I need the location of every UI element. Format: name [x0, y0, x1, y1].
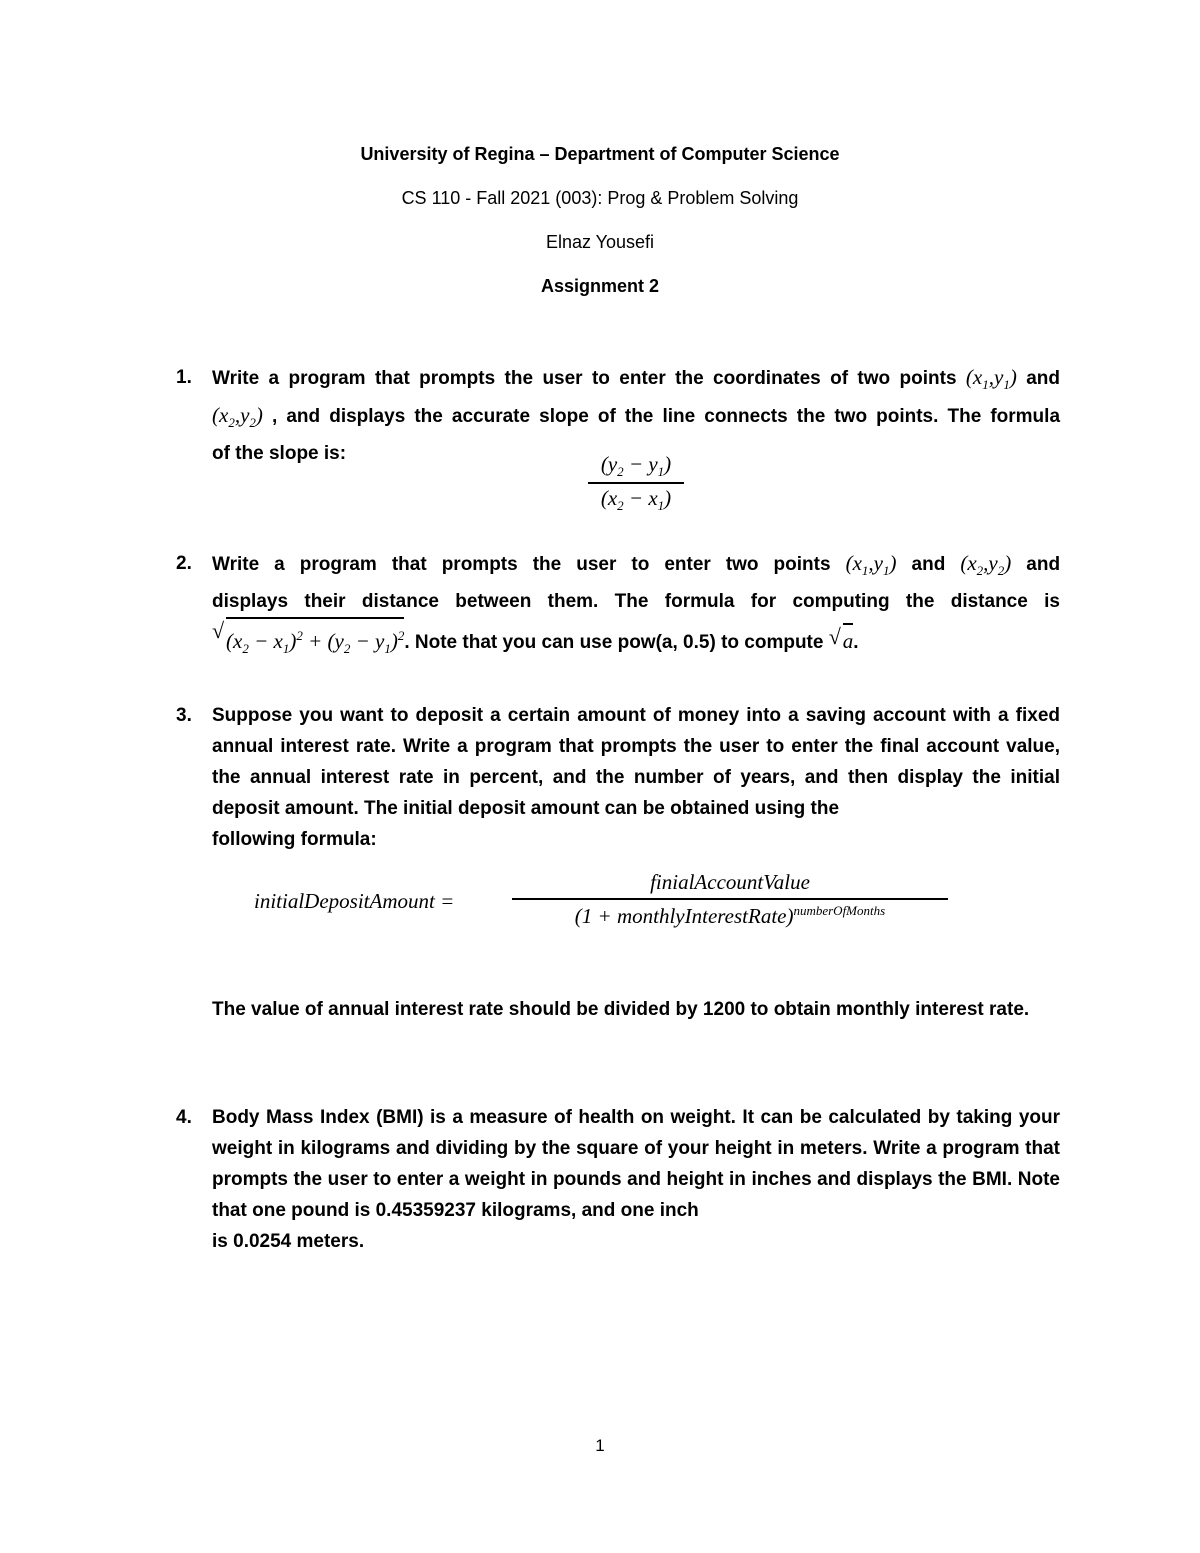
sqrt-a-math: √ a: [829, 623, 854, 657]
question-line: $(x_2,y_2)$ , and displays the accurate slope of the line connects the two points. The formula: [212, 403, 1061, 431]
question-line: of the slope is:: [212, 443, 347, 465]
question-body: [212, 700, 1060, 855]
course-title: CS 110 - Fall 2021 (003): Prog & Problem Solving: [401, 188, 799, 208]
formula-fraction: [512, 870, 948, 929]
question-line: √ $(x_2 - x_1)^2 + (y_2 - y_1)^2$. Note that you can use pow(a, 0.5) to compute √ a.: [212, 617, 1060, 664]
formula-denominator: (1 + monthlyInterestRate)$^{numberOfMonths}$: [574, 903, 886, 928]
question-body: [212, 1102, 1060, 1257]
distance-formula: √ $(x_2 - x_1)^2 + (y_2 - y_1)^2$: [212, 617, 404, 664]
slope-formula: $(y_2 - y_1)$ $(x_2 - x_1)$: [588, 452, 684, 514]
instructor-name: Elnaz Yousefi: [545, 232, 655, 252]
question-line: is 0.0254 meters.: [212, 1231, 365, 1252]
question-number: 1.: [176, 367, 192, 388]
question-text: Body Mass Index (BMI) is a measure of health on weight. It can be calculated by taking your weight in kilograms and dividing by the square of your height in meters. Write a program that prompts the user to enter a weight in pounds and height in inches and displays the BMI. Note that one pound is 0.45359237 kilograms, and one inch: [212, 1107, 1060, 1221]
question-line: displays their distance between them. The formula for computing the distance is: [212, 591, 1060, 613]
formula-lhs: initialDepositAmount =: [254, 889, 455, 913]
code-pow: pow(a, 0.5): [617, 632, 716, 654]
question-line: Write a program that prompts the user to enter two points $(x_1,y_1)$ and $(x_2,y_2)$ and: [212, 551, 1061, 579]
point-2-math: $(x_2,y_2)$: [960, 551, 1012, 579]
assignment-title: Assignment 2: [540, 276, 660, 296]
question-number: 4.: [176, 1107, 192, 1128]
deposit-formula: [254, 870, 954, 940]
question-body: [212, 548, 1060, 664]
question-number: 2.: [176, 553, 192, 574]
question-text: Suppose you want to deposit a certain amount of money into a saving account with a fixed annual interest rate. Write a program that prompts the user to enter the final account value, the annual interest rate in percent, and the number of years, and then display the initial deposit amount. The initial deposit amount can be obtained using the: [212, 705, 1060, 819]
formula-numerator: finialAccountValue: [650, 870, 810, 894]
page-number: 1: [595, 1436, 605, 1455]
university-heading: University of Regina – Department of Computer Science: [360, 144, 840, 164]
point-1-math: $(x_1,y_1)$: [845, 551, 897, 579]
question-line: Write a program that prompts the user to enter the coordinates of two points $(x_1,y_1)$ and: [212, 365, 1060, 393]
point-2-math: $(x_2,y_2)$: [212, 403, 263, 431]
interest-note: The value of annual interest rate should be divided by 1200 to obtain monthly interest rate.: [212, 999, 1030, 1020]
formula-exponent: numberOfMonths: [793, 903, 886, 918]
question-number: 3.: [176, 705, 192, 726]
question-line: following formula:: [212, 829, 377, 850]
point-1-math: $(x_1,y_1)$: [965, 365, 1017, 393]
